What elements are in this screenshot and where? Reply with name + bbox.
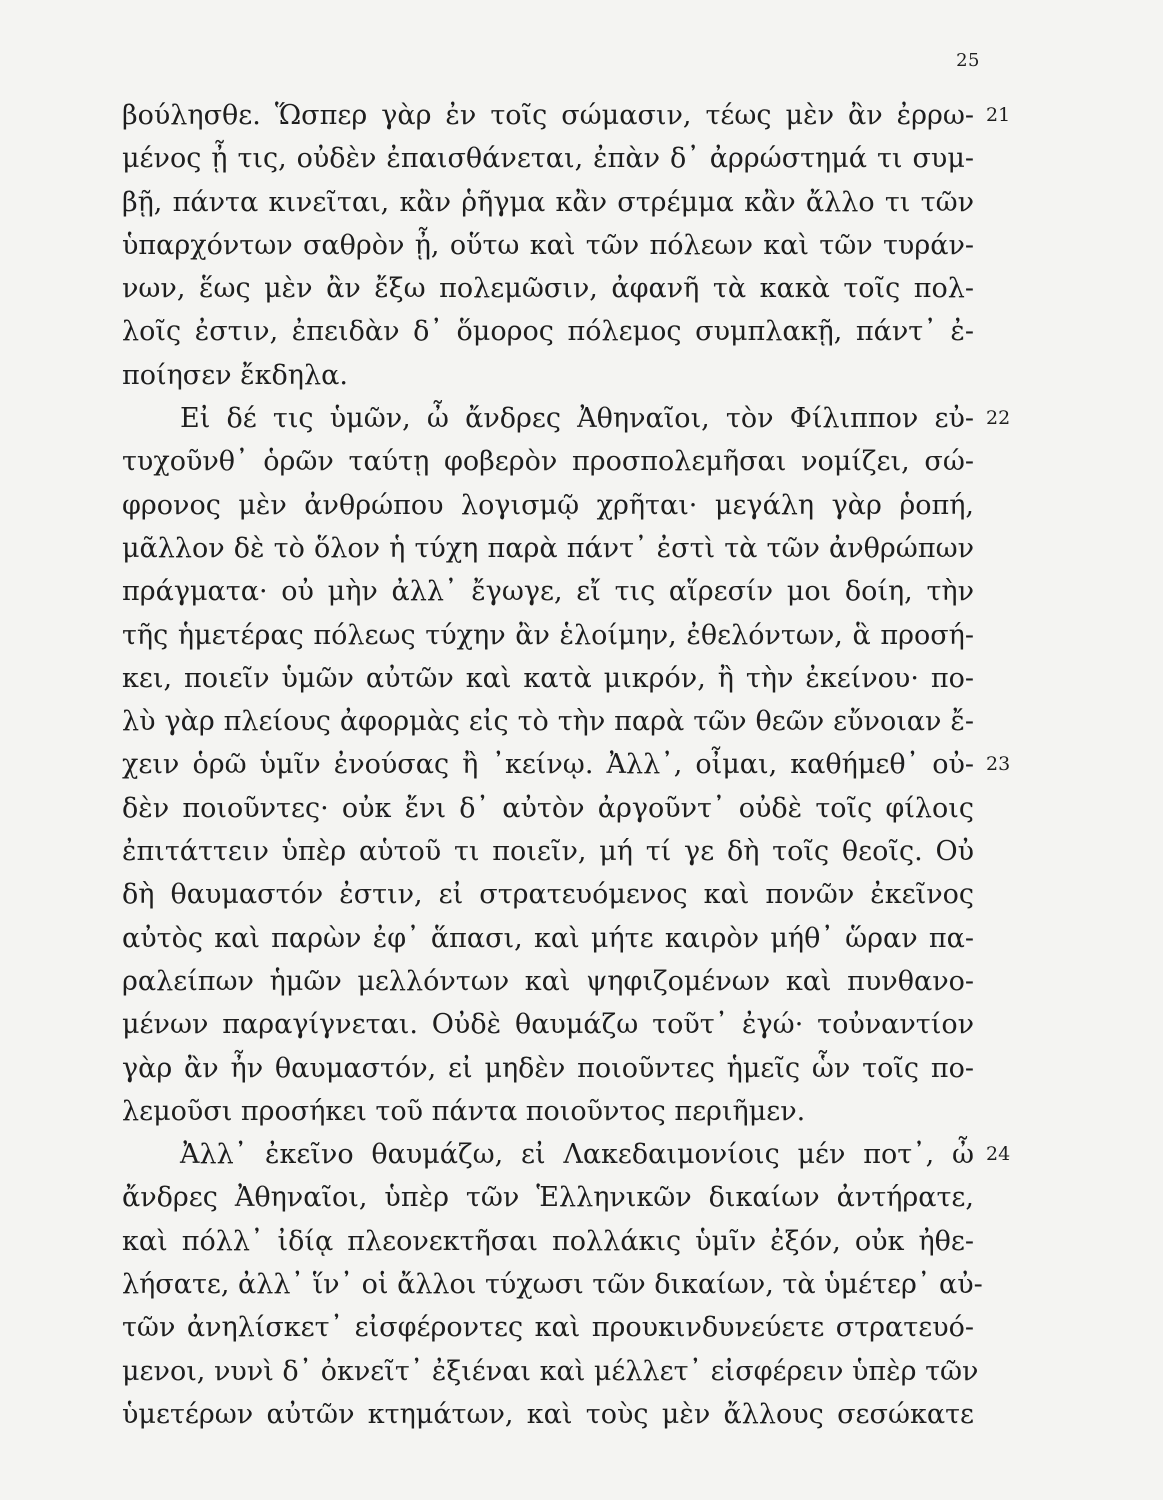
line-text: μενοι, νυνὶ δ᾽ ὀκνεῖτ᾽ ἐξιέναι καὶ μέλλετ᾽ εἰσφέρειν ὑπὲρ τῶν bbox=[122, 1355, 979, 1387]
line-text: μᾶλλον δὲ τὸ ὅλον ἡ τύχη παρὰ πάντ᾽ ἐστὶ τὰ τῶν ἀνθρώπων bbox=[122, 532, 974, 564]
section-number: 21 bbox=[986, 104, 1011, 126]
text-line bbox=[122, 137, 974, 180]
line-text: ραλείπων ἡμῶν μελλόντων καὶ ψηφιζομένων καὶ πυνθανο- bbox=[122, 965, 974, 997]
line-text: ὑπαρχόντων σαθρὸν ᾖ, οὕτω καὶ τῶν πόλεων καὶ τῶν τυράν- bbox=[122, 229, 974, 261]
line-text: Ἀλλ᾽ ἐκεῖνο θαυμάζω, εἰ Λακεδαιμονίοις μέν ποτ᾽, ὦ bbox=[180, 1139, 974, 1171]
text-line bbox=[122, 1176, 974, 1219]
text-line bbox=[122, 960, 974, 1003]
line-text: λεμοῦσι προσήκει τοῦ πάντα ποιοῦντος περιῆμεν. bbox=[122, 1095, 806, 1127]
text-line bbox=[122, 1220, 974, 1263]
text-line bbox=[122, 743, 1011, 786]
line-text: χειν ὁρῶ ὑμῖν ἐνούσας ἢ ᾽κείνῳ. Ἀλλ᾽, οἶμαι, καθήμεθ᾽ οὐ- bbox=[122, 749, 974, 781]
text-line bbox=[122, 181, 974, 224]
text-line bbox=[122, 614, 974, 657]
line-text: λοῖς ἐστιν, ἐπειδὰν δ᾽ ὅμορος πόλεμος συμπλακῇ, πάντ᾽ ἐ- bbox=[122, 316, 974, 348]
line-text: λήσατε, ἀλλ᾽ ἵν᾽ οἱ ἄλλοι τύχωσι τῶν δικαίων, τὰ ὑμέτερ᾽ αὐ- bbox=[122, 1269, 983, 1301]
line-text: τῶν ἀνηλίσκετ᾽ εἰσφέροντες καὶ προυκινδυνεύετε στρατευό- bbox=[122, 1312, 974, 1344]
text-line bbox=[122, 1003, 974, 1046]
text-line bbox=[122, 224, 974, 267]
line-text: δὲν ποιοῦντες· οὐκ ἔνι δ᾽ αὐτὸν ἀργοῦντ᾽ οὐδὲ τοῖς φίλοις bbox=[122, 792, 974, 824]
text-line bbox=[122, 1393, 974, 1436]
text-line bbox=[122, 1133, 1011, 1176]
line-text: γὰρ ἂν ἦν θαυμαστόν, εἰ μηδὲν ποιοῦντες ἡμεῖς ὧν τοῖς πο- bbox=[122, 1052, 974, 1084]
text-line bbox=[122, 484, 974, 527]
line-text: τυχοῦνθ᾽ ὁρῶν ταύτῃ φοβερὸν προσπολεμῆσαι νομίζει, σώ- bbox=[122, 446, 974, 478]
text-line bbox=[122, 570, 974, 613]
text-line bbox=[122, 1306, 974, 1349]
line-text: αὐτὸς καὶ παρὼν ἐφ᾽ ἅπασι, καὶ μήτε καιρὸν μήθ᾽ ὥραν πα- bbox=[122, 922, 974, 954]
section-number: 22 bbox=[986, 407, 1011, 430]
line-text: ποίησεν ἔκδηλα. bbox=[122, 359, 348, 391]
line-text: μένος ᾖ τις, οὐδὲν ἐπαισθάνεται, ἐπὰν δ᾽ ἀρρώστημά τι συμ- bbox=[122, 143, 974, 175]
line-text: μένων παραγίγνεται. Οὐδὲ θαυμάζω τοῦτ᾽ ἐγώ· τοὐναντίον bbox=[122, 1009, 974, 1041]
text-line bbox=[122, 830, 974, 873]
line-text: φρονος μὲν ἀνθρώπου λογισμῷ χρῆται· μεγάλη γὰρ ῥοπή, bbox=[122, 489, 974, 521]
text-line bbox=[122, 917, 974, 960]
section-number: 23 bbox=[986, 753, 1011, 776]
page-number: 25 bbox=[956, 50, 980, 71]
line-text: καὶ πόλλ᾽ ἰδίᾳ πλεονεκτῆσαι πολλάκις ὑμῖν ἐξόν, οὐκ ἠθε- bbox=[122, 1225, 974, 1257]
line-text: λὺ γὰρ πλείους ἀφορμὰς εἰς τὸ τὴν παρὰ τῶν θεῶν εὔνοιαν ἔ- bbox=[122, 706, 974, 738]
line-text: δὴ θαυμαστόν ἐστιν, εἰ στρατευόμενος καὶ πονῶν ἐκεῖνος bbox=[122, 879, 974, 911]
text-line bbox=[122, 1047, 974, 1090]
line-text: ἐπιτάττειν ὑπὲρ αὑτοῦ τι ποιεῖν, μή τί γε δὴ τοῖς θεοῖς. Οὐ bbox=[122, 836, 974, 868]
text-line bbox=[122, 787, 974, 830]
greek-text-body bbox=[122, 94, 1011, 1436]
text-line bbox=[122, 657, 974, 700]
text-line bbox=[122, 1350, 979, 1393]
text-line bbox=[122, 354, 974, 397]
line-text: βούλησθε. Ὥσπερ γὰρ ἐν τοῖς σώμασιν, τέως μὲν ἂν ἐρρω- bbox=[122, 100, 974, 131]
text-line bbox=[122, 310, 974, 353]
line-text: Εἰ δέ τις ὑμῶν, ὦ ἄνδρες Ἀθηναῖοι, τὸν Φίλιππον εὐ- bbox=[180, 403, 974, 435]
text-line bbox=[122, 873, 974, 916]
text-line bbox=[122, 700, 974, 743]
text-line bbox=[122, 94, 1011, 137]
line-text: κει, ποιεῖν ὑμῶν αὐτῶν καὶ κατὰ μικρόν, ἢ τὴν ἐκείνου· πο- bbox=[122, 662, 974, 694]
line-text: τῆς ἡμετέρας πόλεως τύχην ἂν ἑλοίμην, ἐθελόντων, ἃ προσή- bbox=[122, 619, 974, 651]
text-line bbox=[122, 397, 1011, 440]
section-number: 24 bbox=[986, 1143, 1011, 1166]
line-text: βῇ, πάντα κινεῖται, κἂν ῥῆγμα κἂν στρέμμα κἂν ἄλλο τι τῶν bbox=[122, 186, 974, 218]
line-text: ἄνδρες Ἀθηναῖοι, ὑπὲρ τῶν Ἑλληνικῶν δικαίων ἀντήρατε, bbox=[122, 1182, 974, 1214]
text-line bbox=[122, 267, 974, 310]
text-line bbox=[122, 1263, 983, 1306]
text-line bbox=[122, 527, 974, 570]
text-line bbox=[122, 440, 974, 483]
text-line bbox=[122, 1090, 974, 1133]
line-text: νων, ἕως μὲν ἂν ἔξω πολεμῶσιν, ἀφανῆ τὰ κακὰ τοῖς πολ- bbox=[122, 273, 974, 305]
line-text: ὑμετέρων αὐτῶν κτημάτων, καὶ τοὺς μὲν ἄλλους σεσώκατε bbox=[122, 1398, 974, 1430]
line-text: πράγματα· οὐ μὴν ἀλλ᾽ ἔγωγε, εἴ τις αἵρεσίν μοι δοίη, τὴν bbox=[122, 576, 974, 608]
